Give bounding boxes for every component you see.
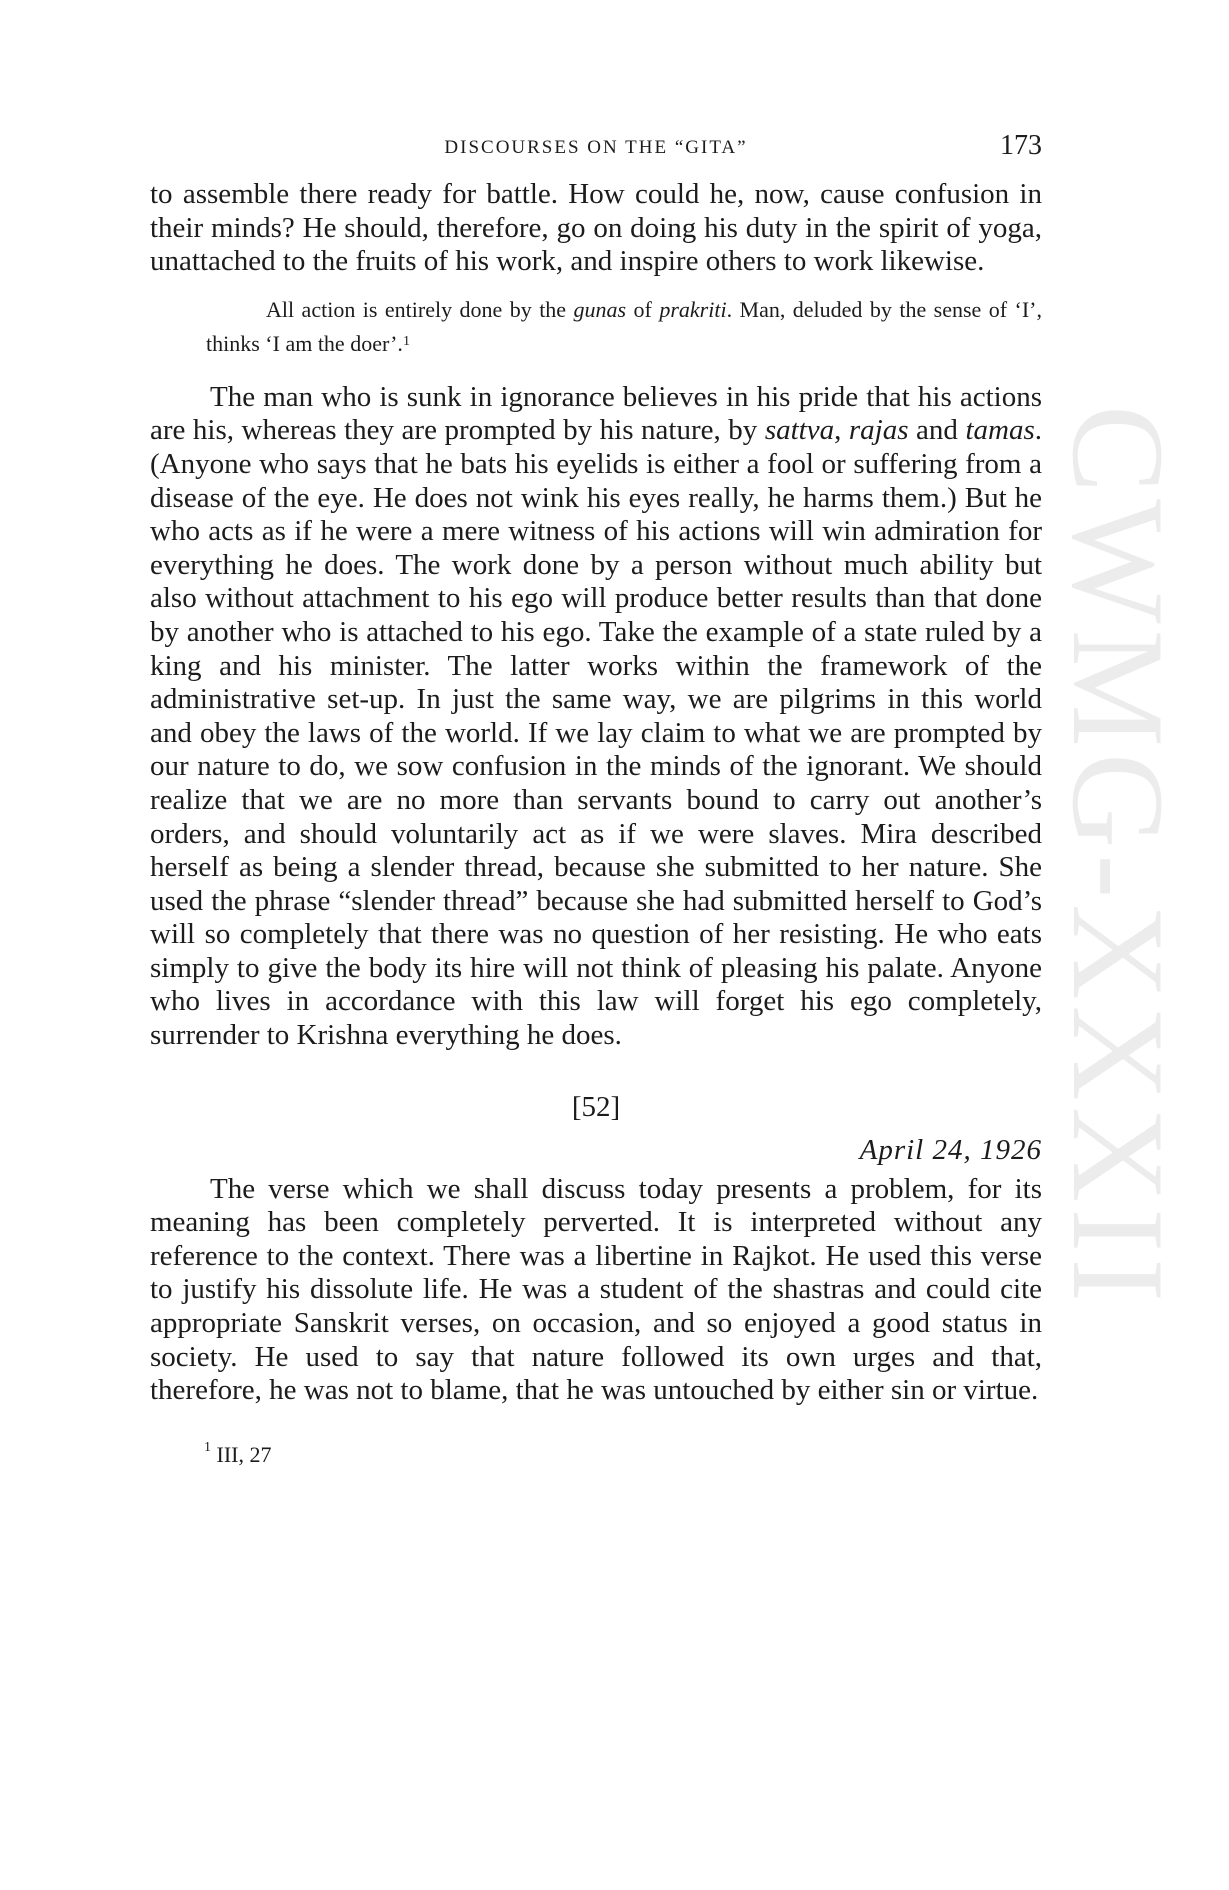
footnote-text: III, 27 [216, 1441, 272, 1467]
paragraph-verse-problem: The verse which we shall discuss today presents a problem, for its meaning has been completely perverted. It is interpreted without any reference to the context. There was a libertine in Rajkot. He used this verse to justify his dissolute life. He was a student of the shastras and could cite appropriate Sanskrit verses, on occasion, and so enjoyed a good status in society. He used to say that nature followed its own urges and that, therefore, he was not to blame, that he was untouched by either sin or virtue. [150, 1172, 1042, 1407]
watermark-text: CWMG-XXXII [1045, 405, 1192, 1309]
quote-prakriti: prakriti [659, 296, 727, 322]
footnote [150, 1439, 1042, 1468]
running-title-part1: DISCOURSES ON THE [444, 137, 675, 158]
paragraph-continued: to assemble there ready for battle. How could he, now, cause confusion in their minds? He should, therefore, go on doing his duty in the spirit of yoga, unattached to the fruits of his work, and inspire others to work likewise. [150, 178, 1042, 278]
running-head [150, 130, 1042, 166]
p2-text-b: , [834, 414, 849, 447]
paragraph-ignorance [150, 381, 1042, 1053]
p2-text-a: The man who is sunk in ignorance believes in his pride that his actions are his, whereas they are prompted by his nature, by [150, 380, 1042, 447]
quote-footnote-mark: 1 [402, 333, 410, 349]
section-number: [52] [571, 1090, 621, 1123]
p2-tamas: tamas [965, 414, 1035, 447]
watermark [1045, 405, 1200, 1309]
quote-text-b: of [626, 296, 660, 322]
verse-quote [206, 293, 1042, 361]
p2-rajas: rajas [848, 414, 909, 447]
footnote-mark: 1 [204, 1439, 211, 1455]
section-date: April 24, 1926 [859, 1133, 1042, 1166]
page-number: 173 [1000, 130, 1042, 161]
quote-gunas: gunas [573, 296, 627, 322]
running-title-part2: “GITA” [674, 137, 748, 158]
quote-text-c: . Man, deluded by the sense of ‘I’, thinks ‘I am the doer’. [206, 296, 1043, 356]
p2-text-c: and [908, 414, 966, 447]
p2-text-d: . (Anyone who says that he bats his eyelids is either a fool or suffering from a disease of the eye. He does not wink his eyes really, he harms them.) But he who acts as if he were a mere witness of his actions will win admiration for everything he does. The work done by a person without much ability but also without attachment to his ego will produce better results than that done by another who is attached to his ego. Take the example of a state ruled by a king and his minister. The latter works within the framework of the administrative set-up. In just the same way, we are pilgrims in this world and obey the laws of the world. If we lay claim to what we are prompted by our nature to do, we sow confusion in the minds of the ignorant. We should realize that we are no more than servants bound to carry out another’s orders, and should voluntarily act as if we were slaves. Mira described herself as being a slender thread, because she submitted to her nature. She used the phrase “slender thread” because she had submitted herself to God’s will so completely that there was no question of her resisting. He who eats simply to give the body its hire will not think of pleasing his palate. Anyone who lives in accordance with this law will forget his ego completely, surrender to Krishna everything he does. [150, 414, 1042, 1052]
running-title [150, 134, 1042, 159]
document-page [150, 130, 1042, 1468]
p2-sattva: sattva [764, 414, 835, 447]
quote-text-a: All action is entirely done by the [266, 296, 574, 322]
